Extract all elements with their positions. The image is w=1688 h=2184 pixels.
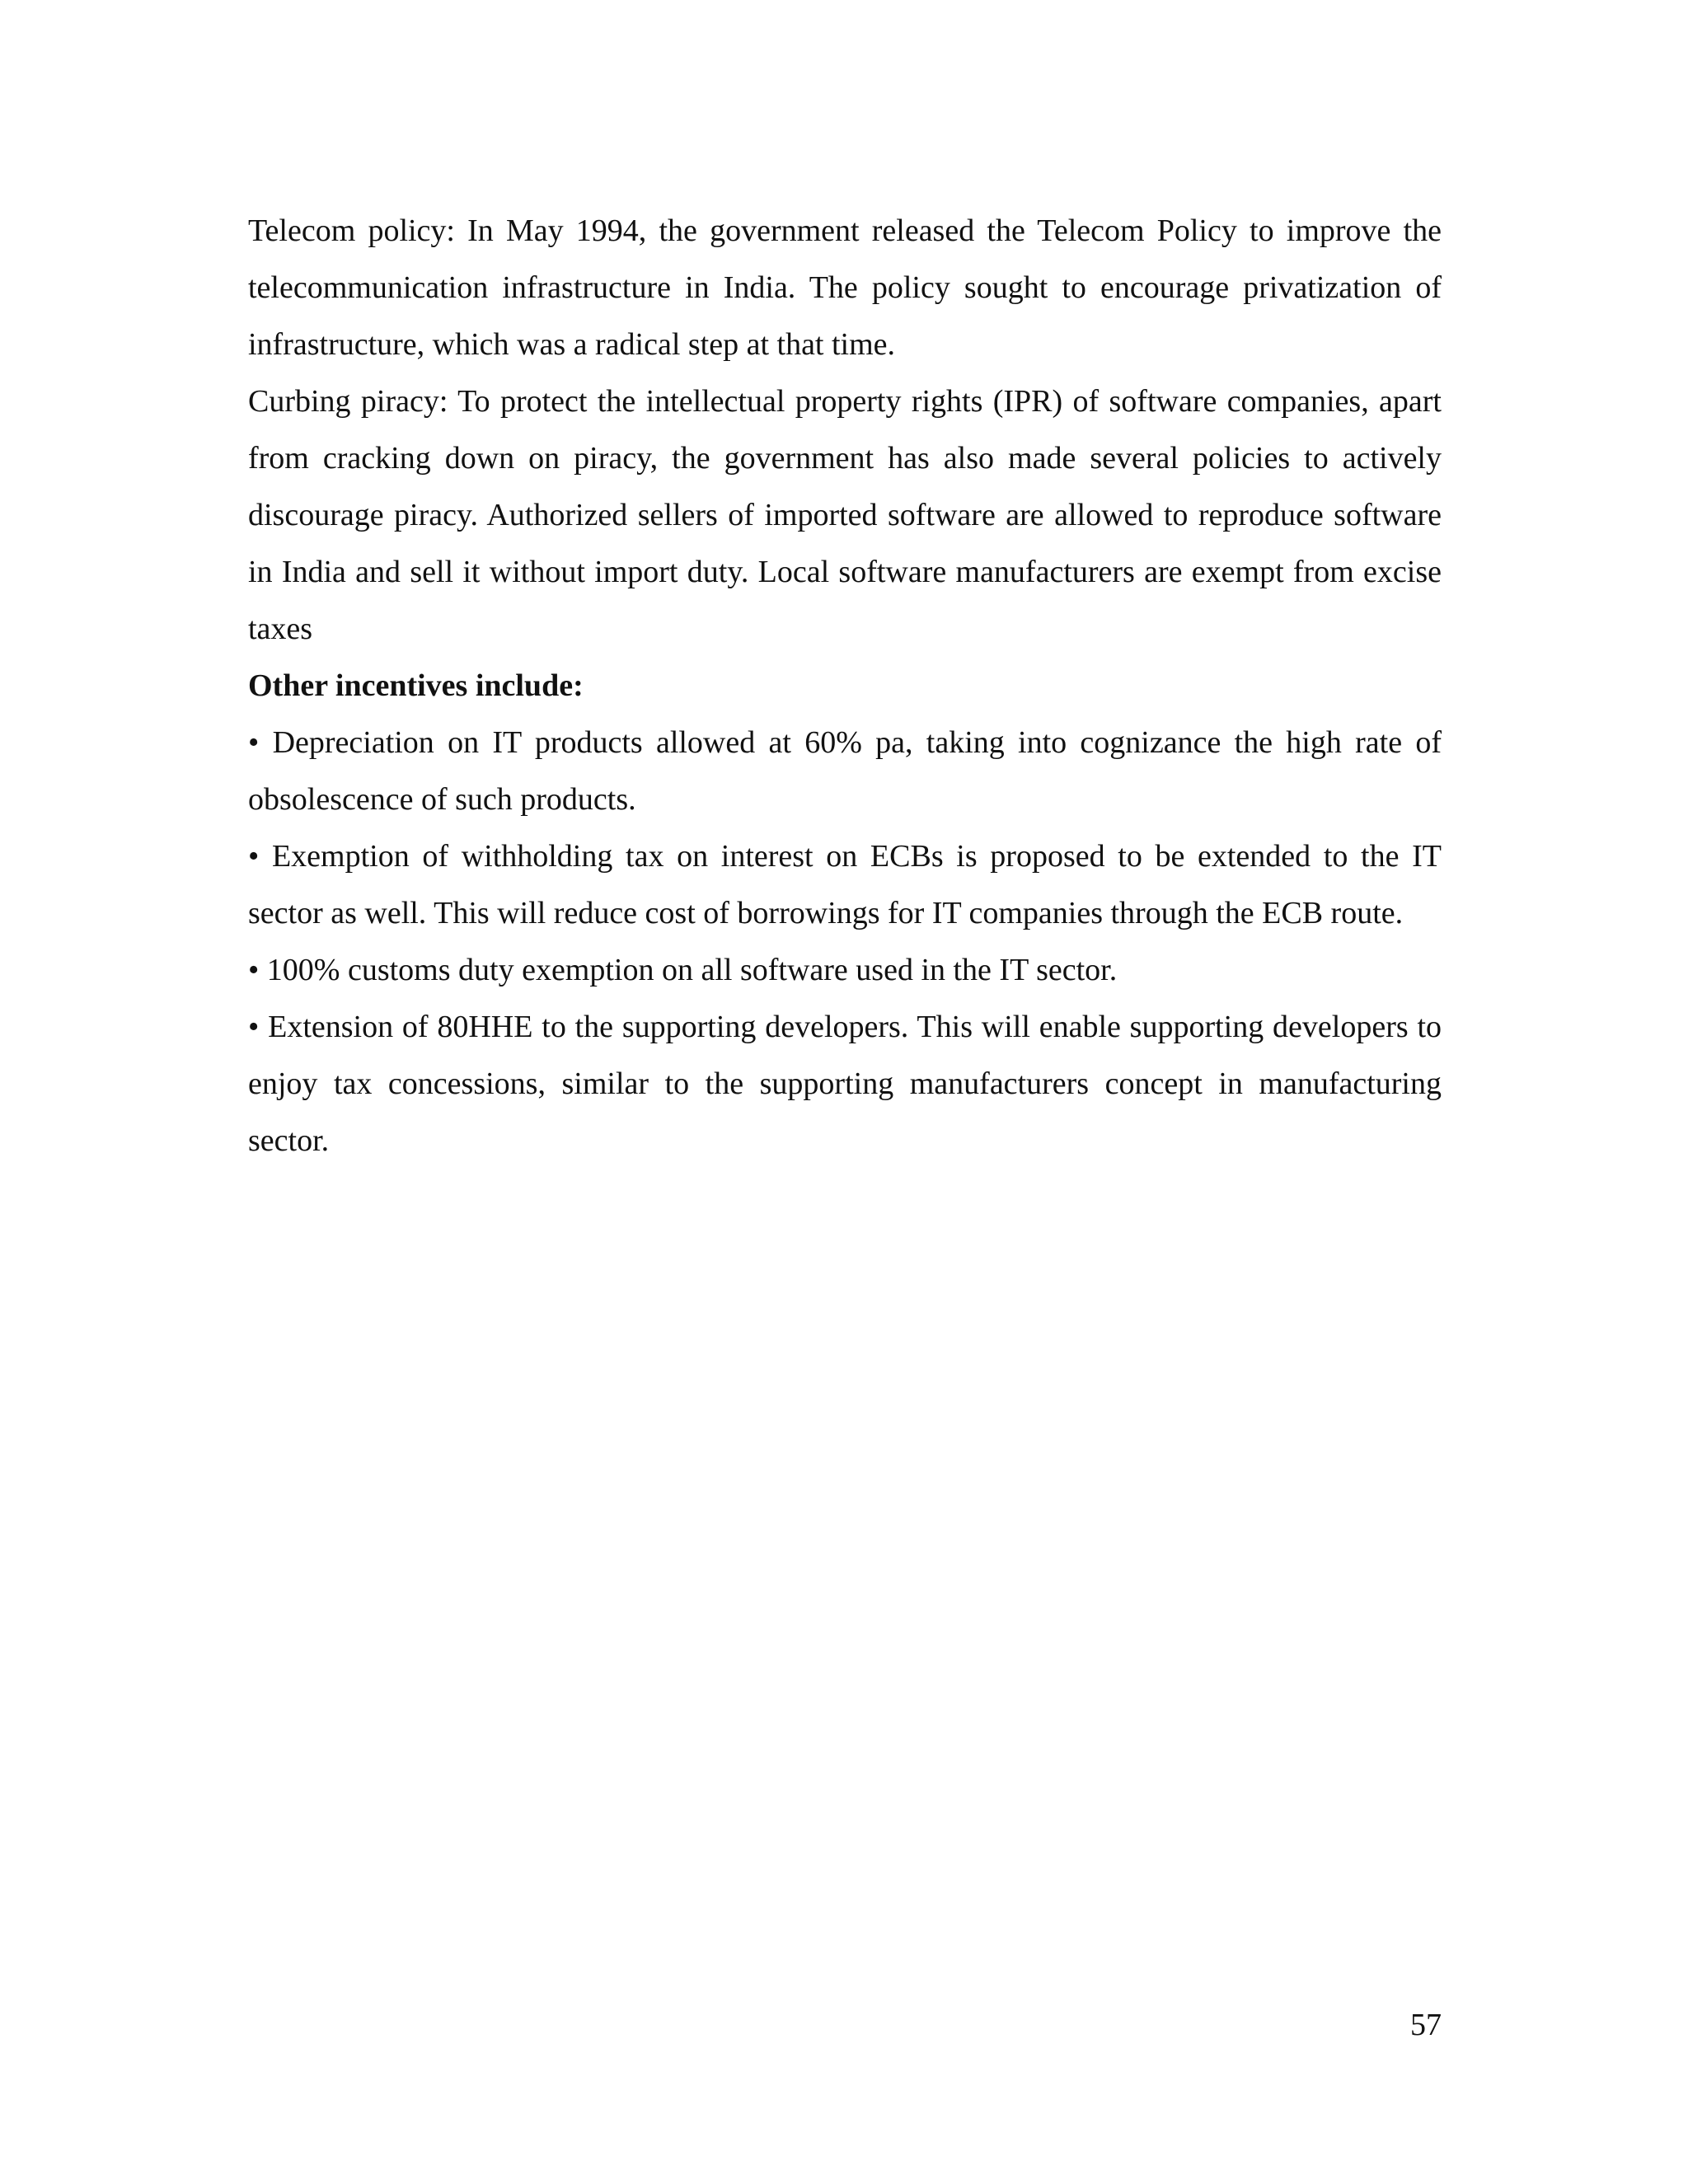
section-heading: Other incentives include: [248, 668, 584, 703]
page-number: 57 [1410, 2008, 1442, 2042]
paragraph-curbing-piracy: Curbing piracy: To protect the intellectual property rights (IPR) of software companies, apart from cracking down on piracy, the government has also made several policies to actively discourage piracy. Authorized sellers of imported software are allowed to reproduce software in India and sell it without import duty. Local software manufacturers are exempt from excise taxes [248, 384, 1442, 646]
bullet-item-customs-duty: • 100% customs duty exemption on all software used in the IT sector. [248, 953, 1118, 987]
page-body [248, 203, 1442, 1169]
bullet-item-80hhe: • Extension of 80HHE to the supporting developers. This will enable supporting developers to enjoy tax concessions, similar to the supporting manufacturers concept in manufacturing sector. [248, 1010, 1442, 1158]
bullet-item-withholding-tax: • Exemption of withholding tax on interest on ECBs is proposed to be extended to the IT sector as well. This will reduce cost of borrowings for IT companies through the ECB route. [248, 839, 1442, 930]
bullet-item-depreciation: • Depreciation on IT products allowed at 60% pa, taking into cognizance the high rate of obsolescence of such products. [248, 725, 1442, 817]
paragraph-telecom-policy: Telecom policy: In May 1994, the government released the Telecom Policy to improve the telecommunication infrastructure in India. The policy sought to encourage privatization of infrastructure, which was a radical step at that time. [248, 213, 1442, 362]
